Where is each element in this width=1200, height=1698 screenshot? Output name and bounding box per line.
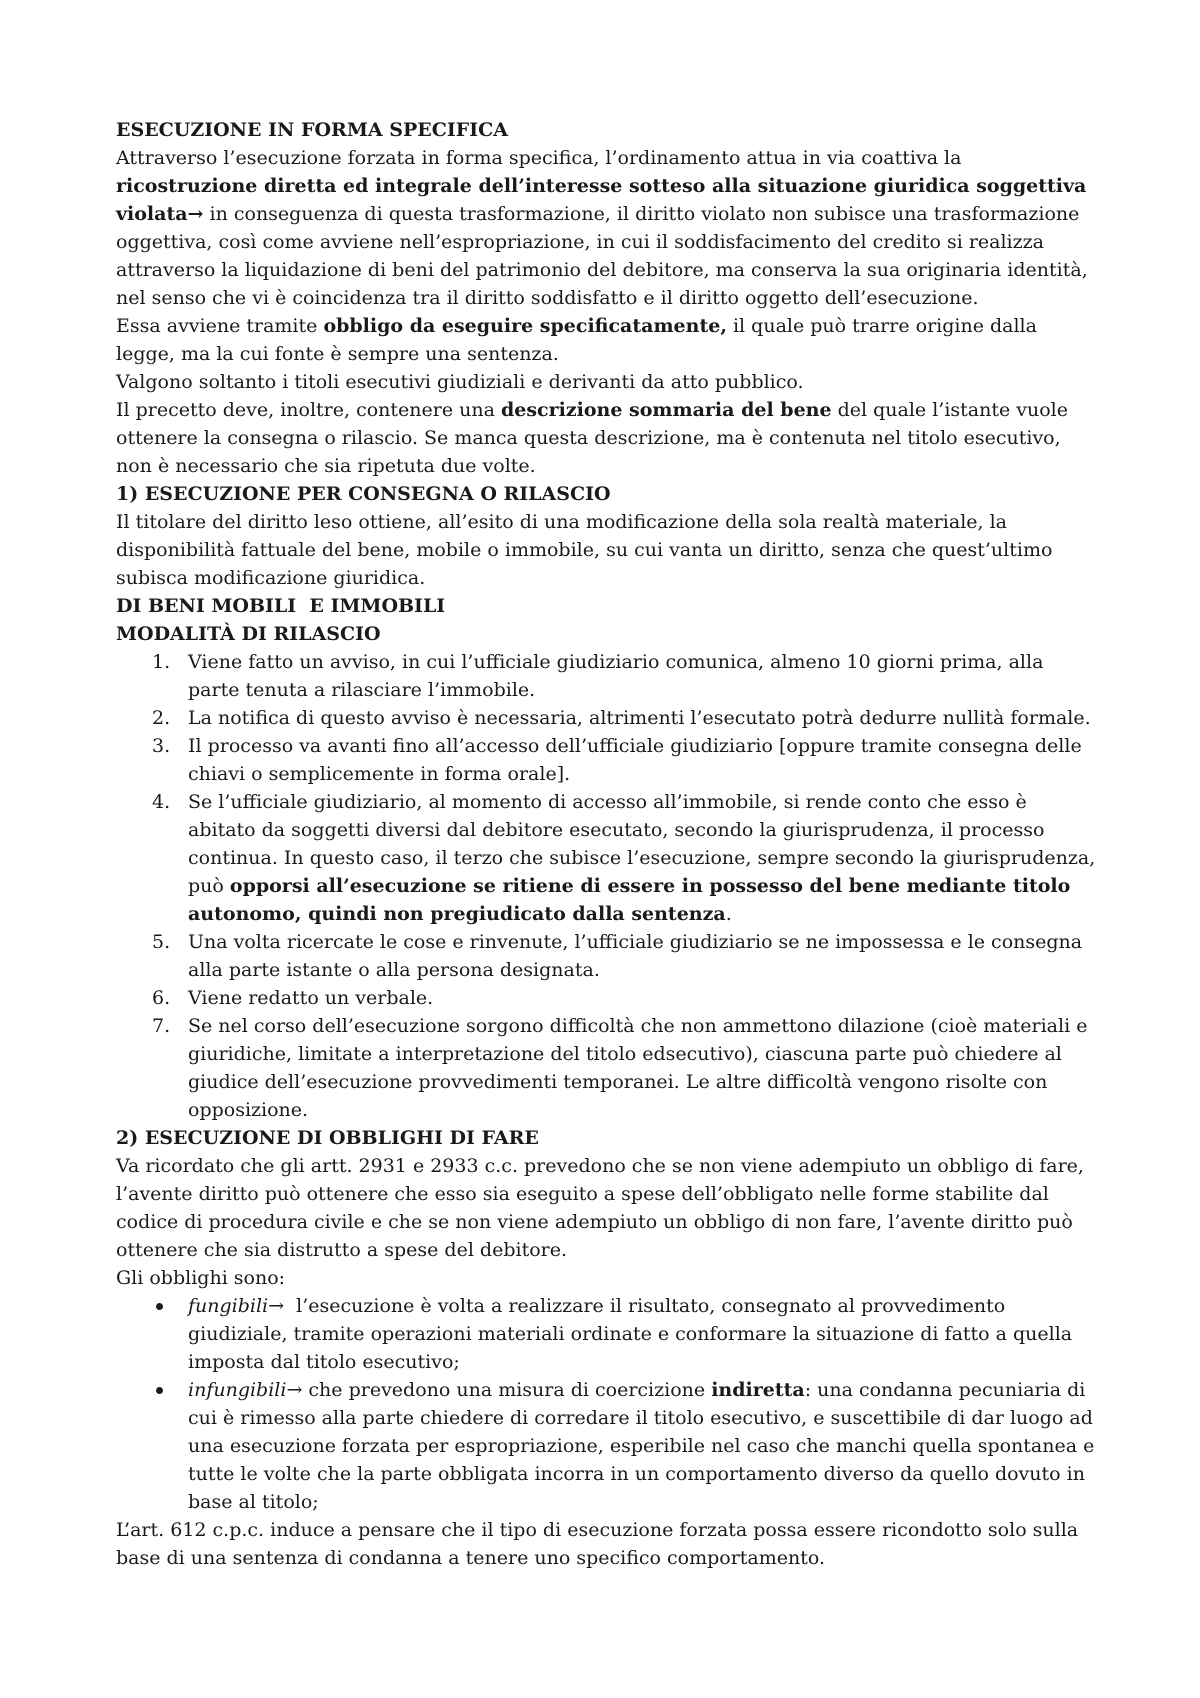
section-1-text: Il titolare del diritto leso ottiene, all’esito di una modificazione della sola realtà materiale, la disponibilità fattuale del bene, mobile o immobile, su cui vanta un diritto, senza che quest’ultimo subisca modificazione giuridica. bbox=[116, 511, 1053, 589]
list-number: 7. bbox=[152, 1015, 171, 1037]
bullet-list bbox=[116, 1292, 1096, 1516]
list-item-text: Se l’ufficiale giudiziario, al momento di accesso all’immobile, si rende conto che esso è abitato da soggetti diversi dal debitore esecutato, secondo la giurisprudenza, il processo continua. In questo caso, il terzo che subisce l’esecuzione, sempre secondo la giurisprudenza, può bbox=[188, 791, 1096, 897]
list-number: 4. bbox=[152, 791, 171, 813]
list-item-text: → l’esecuzione è volta a realizzare il risultato, consegnato al provvedimento giudiziale, tramite operazioni materiali ordinate e conformare la situazione di fatto a quella imposta dal titolo esecutivo; bbox=[188, 1295, 1079, 1373]
text-run: del quale l’istante vuole ottenere la consegna o rilascio. Se manca questa descrizione, ma è contenuta nel titolo esecutivo, non è necessario che sia ripetuta due volte. bbox=[116, 399, 1069, 477]
section-2-text: Va ricordato che gli artt. 2931 e 2933 c.c. prevedono che se non viene adempiuto un obbligo di fare, l’avente diritto può ottenere che esso sia eseguito a spese dell’obbligato nelle forme stabilite dal codice di procedura civile e che se non viene adempiuto un obbligo di non fare, l’avente diritto può ottenere che sia distrutto a spese del debitore. bbox=[116, 1155, 1084, 1261]
bullet-icon bbox=[156, 1303, 163, 1310]
italic-term: infungibili bbox=[188, 1379, 287, 1401]
intro-paragraph-3: Valgono soltanto i titoli esecutivi giudiziali e derivanti da atto pubblico. bbox=[116, 371, 804, 393]
list-item bbox=[116, 928, 1096, 984]
italic-term: fungibili bbox=[188, 1295, 269, 1317]
intro-paragraph-1 bbox=[116, 144, 1096, 312]
section-1-heading: 1) ESECUZIONE PER CONSEGNA O RILASCIO bbox=[116, 483, 611, 505]
section-1-subheading-1: DI BENI MOBILI E IMMOBILI bbox=[116, 595, 446, 617]
intro-paragraph-4 bbox=[116, 396, 1096, 480]
list-item bbox=[116, 984, 1096, 1012]
bold-text: opporsi all’esecuzione se ritiene di essere in possesso del bene mediante titolo autonomo, quindi non pregiudicato dalla sentenza bbox=[188, 875, 1071, 925]
text-run: in conseguenza di questa trasformazione, il diritto violato non subisce una trasformazione oggettiva, così come avviene nell’espropriazione, in cui il soddisfacimento del credito si realizza attraverso la liquidazione di beni del patrimonio del debitore, ma conserva la sua originaria identità, nel senso che vi è coincidenza tra il diritto soddisfatto e il diritto oggetto dell’esecuzione. bbox=[116, 203, 1088, 309]
list-item-text: Il processo va avanti fino all’accesso dell’ufficiale giudiziario [oppure tramite consegna delle chiavi o semplicemente in forma orale]. bbox=[188, 735, 1082, 785]
list-number: 3. bbox=[152, 735, 171, 757]
list-item bbox=[116, 788, 1096, 928]
document-page bbox=[116, 116, 1096, 1572]
text-run: Essa avviene tramite bbox=[116, 315, 324, 337]
list-item-text: → che prevedono una misura di coercizione bbox=[286, 1379, 712, 1401]
list-item bbox=[116, 732, 1096, 788]
list-item bbox=[116, 1012, 1096, 1124]
list-number: 2. bbox=[152, 707, 171, 729]
document-title: ESECUZIONE IN FORMA SPECIFICA bbox=[116, 119, 508, 141]
list-item bbox=[116, 648, 1096, 704]
list-number: 6. bbox=[152, 987, 171, 1009]
text-run: . bbox=[725, 903, 732, 925]
text-run: Il precetto deve, inoltre, contenere una bbox=[116, 399, 501, 421]
list-item-text: Viene redatto un verbale. bbox=[188, 987, 434, 1009]
intro-paragraph-2 bbox=[116, 312, 1096, 368]
text-run: il quale può trarre origine dalla legge, ma la cui fonte è sempre una sentenza. bbox=[116, 315, 1037, 365]
list-item-text: Una volta ricercate le cose e rinvenute, l’ufficiale giudiziario se ne impossessa e le consegna alla parte istante o alla persona designata. bbox=[188, 931, 1083, 981]
section-2-heading: 2) ESECUZIONE DI OBBLIGHI DI FARE bbox=[116, 1127, 539, 1149]
list-number: 5. bbox=[152, 931, 171, 953]
bullet-icon bbox=[156, 1387, 163, 1394]
section-1-subheading-2: MODALITÀ DI RILASCIO bbox=[116, 623, 381, 645]
numbered-list bbox=[116, 648, 1096, 1124]
list-item-text: La notifica di questo avviso è necessaria, altrimenti l’esecutato potrà dedurre nullità formale. bbox=[188, 707, 1091, 729]
text-run: : una condanna pecuniaria di cui è rimesso alla parte chiedere di corredare il titolo esecutivo, e suscettibile di dar luogo ad una esecuzione forzata per espropriazione, esperibile nel caso che manchi quella spontanea e tutte le volte che la parte obbligata incorra in un comportamento diverso da quello dovuto in base al titolo; bbox=[188, 1379, 1095, 1513]
list-item bbox=[116, 1376, 1096, 1516]
list-item bbox=[116, 1292, 1096, 1376]
bold-text: obbligo da eseguire specificatamente, bbox=[323, 315, 727, 337]
bold-text: indiretta bbox=[711, 1379, 805, 1401]
list-item-text: Viene fatto un avviso, in cui l’ufficiale giudiziario comunica, almeno 10 giorni prima, alla parte tenuta a rilasciare l’immobile. bbox=[188, 651, 1044, 701]
section-2-list-intro: Gli obblighi sono: bbox=[116, 1267, 286, 1289]
bold-text: ricostruzione diretta ed integrale dell’interesse sotteso alla situazione giuridica soggettiva violata→ bbox=[116, 175, 1087, 225]
closing-paragraph: L’art. 612 c.p.c. induce a pensare che il tipo di esecuzione forzata possa essere ricondotto solo sulla base di una sentenza di condanna a tenere uno specifico comportamento. bbox=[116, 1519, 1079, 1569]
list-item-text: Se nel corso dell’esecuzione sorgono difficoltà che non ammettono dilazione (cioè materiali e giuridiche, limitate a interpretazione del titolo edsecutivo), ciascuna parte può chiedere al giudice dell’esecuzione provvedimenti temporanei. Le altre difficoltà vengono risolte con opposizione. bbox=[188, 1015, 1088, 1121]
bold-text: descrizione sommaria del bene bbox=[500, 399, 832, 421]
list-number: 1. bbox=[152, 651, 171, 673]
text-run: Attraverso l’esecuzione forzata in forma specifica, l’ordinamento attua in via coattiva la bbox=[116, 147, 962, 169]
list-item bbox=[116, 704, 1096, 732]
